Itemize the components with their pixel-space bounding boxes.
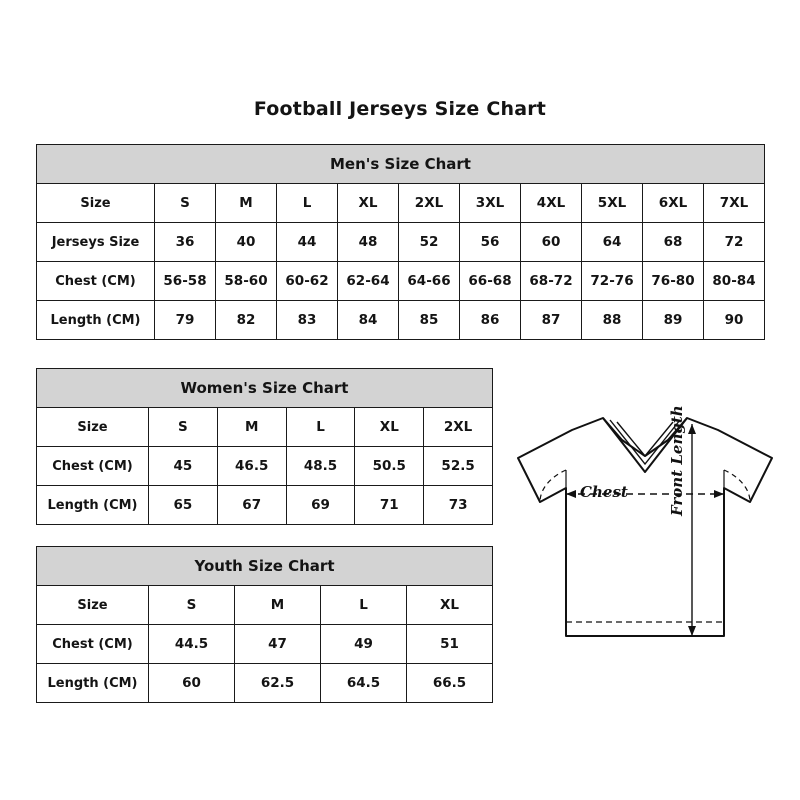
table-cell: 2XL bbox=[399, 184, 460, 223]
mens-size-chart-table bbox=[36, 144, 765, 340]
table-cell: 64.5 bbox=[321, 664, 407, 703]
table-row bbox=[37, 586, 493, 625]
table-cell: 5XL bbox=[582, 184, 643, 223]
table-cell: 66.5 bbox=[407, 664, 493, 703]
table-cell: 85 bbox=[399, 301, 460, 340]
row-label: Length (CM) bbox=[37, 486, 149, 525]
row-label: Chest (CM) bbox=[37, 447, 149, 486]
mens-table-caption: Men's Size Chart bbox=[36, 144, 765, 183]
table-row bbox=[37, 486, 493, 525]
table-cell: 84 bbox=[338, 301, 399, 340]
womens-size-chart-table bbox=[36, 368, 493, 525]
table-cell: 4XL bbox=[521, 184, 582, 223]
row-label: Length (CM) bbox=[37, 301, 155, 340]
table-cell: 67 bbox=[217, 486, 286, 525]
table-cell: XL bbox=[355, 408, 424, 447]
youth-size-chart-table bbox=[36, 546, 493, 703]
table-row bbox=[37, 184, 765, 223]
row-label: Chest (CM) bbox=[37, 625, 149, 664]
table-cell: 72 bbox=[704, 223, 765, 262]
table-cell: S bbox=[149, 408, 218, 447]
table-cell: 48.5 bbox=[286, 447, 355, 486]
table-cell: 56-58 bbox=[155, 262, 216, 301]
table-cell: 90 bbox=[704, 301, 765, 340]
table-cell: M bbox=[216, 184, 277, 223]
table-cell: 45 bbox=[149, 447, 218, 486]
table-cell: 69 bbox=[286, 486, 355, 525]
table-cell: 36 bbox=[155, 223, 216, 262]
table-cell: XL bbox=[407, 586, 493, 625]
table-cell: 82 bbox=[216, 301, 277, 340]
jersey-outline-diagram bbox=[500, 398, 790, 688]
table-cell: 65 bbox=[149, 486, 218, 525]
table-row bbox=[37, 625, 493, 664]
table-cell: 49 bbox=[321, 625, 407, 664]
table-cell: 6XL bbox=[643, 184, 704, 223]
front-length-measure-label: Front Length bbox=[668, 405, 686, 516]
table-cell: L bbox=[277, 184, 338, 223]
row-label: Length (CM) bbox=[37, 664, 149, 703]
table-cell: 60-62 bbox=[277, 262, 338, 301]
table-row bbox=[37, 223, 765, 262]
table-cell: L bbox=[321, 586, 407, 625]
womens-table-caption: Women's Size Chart bbox=[36, 368, 493, 407]
table-cell: M bbox=[235, 586, 321, 625]
jersey-svg-icon bbox=[500, 398, 790, 688]
table-cell: 44 bbox=[277, 223, 338, 262]
table-cell: 62-64 bbox=[338, 262, 399, 301]
page-title: Football Jerseys Size Chart bbox=[253, 98, 547, 120]
youth-table-caption: Youth Size Chart bbox=[36, 546, 493, 585]
table-row bbox=[37, 301, 765, 340]
table-cell: 83 bbox=[277, 301, 338, 340]
table-cell: 48 bbox=[338, 223, 399, 262]
table-cell: 76-80 bbox=[643, 262, 704, 301]
table-cell: S bbox=[155, 184, 216, 223]
table-cell: 7XL bbox=[704, 184, 765, 223]
table-cell: 51 bbox=[407, 625, 493, 664]
table-cell: 52 bbox=[399, 223, 460, 262]
table-row bbox=[37, 408, 493, 447]
table-cell: 2XL bbox=[424, 408, 493, 447]
chest-measure-label: Chest bbox=[580, 483, 628, 501]
table-row bbox=[37, 664, 493, 703]
table-cell: 60 bbox=[149, 664, 235, 703]
table-cell: M bbox=[217, 408, 286, 447]
row-label: Jerseys Size bbox=[37, 223, 155, 262]
row-label: Size bbox=[37, 408, 149, 447]
table-row bbox=[37, 447, 493, 486]
table-cell: XL bbox=[338, 184, 399, 223]
table-cell: L bbox=[286, 408, 355, 447]
table-cell: 44.5 bbox=[149, 625, 235, 664]
table-row bbox=[37, 262, 765, 301]
table-cell: 58-60 bbox=[216, 262, 277, 301]
table-cell: 50.5 bbox=[355, 447, 424, 486]
row-label: Chest (CM) bbox=[37, 262, 155, 301]
table-cell: 87 bbox=[521, 301, 582, 340]
table-cell: 89 bbox=[643, 301, 704, 340]
table-cell: 56 bbox=[460, 223, 521, 262]
table-cell: 60 bbox=[521, 223, 582, 262]
row-label: Size bbox=[37, 586, 149, 625]
table-cell: 52.5 bbox=[424, 447, 493, 486]
table-cell: 80-84 bbox=[704, 262, 765, 301]
table-cell: 64-66 bbox=[399, 262, 460, 301]
table-cell: 66-68 bbox=[460, 262, 521, 301]
table-cell: S bbox=[149, 586, 235, 625]
table-cell: 64 bbox=[582, 223, 643, 262]
table-cell: 40 bbox=[216, 223, 277, 262]
row-label: Size bbox=[37, 184, 155, 223]
table-cell: 79 bbox=[155, 301, 216, 340]
table-cell: 46.5 bbox=[217, 447, 286, 486]
table-cell: 68 bbox=[643, 223, 704, 262]
table-cell: 47 bbox=[235, 625, 321, 664]
table-cell: 72-76 bbox=[582, 262, 643, 301]
table-cell: 86 bbox=[460, 301, 521, 340]
table-cell: 73 bbox=[424, 486, 493, 525]
table-cell: 88 bbox=[582, 301, 643, 340]
table-cell: 3XL bbox=[460, 184, 521, 223]
table-cell: 62.5 bbox=[235, 664, 321, 703]
table-cell: 68-72 bbox=[521, 262, 582, 301]
table-cell: 71 bbox=[355, 486, 424, 525]
